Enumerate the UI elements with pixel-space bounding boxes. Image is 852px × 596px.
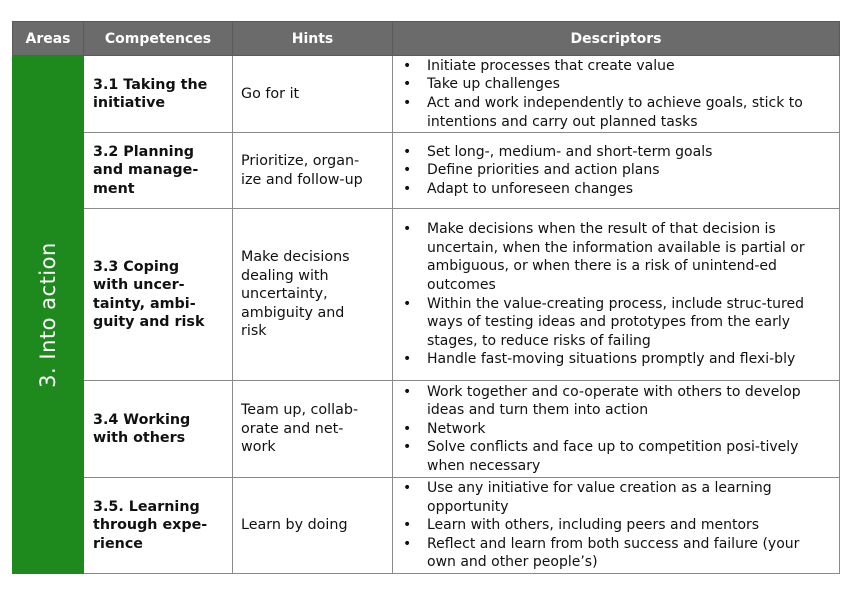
descriptor-list (393, 220, 831, 369)
hint-cell: Learn by doing (233, 478, 393, 574)
header-hints: Hints (233, 22, 393, 56)
descriptor-item: • Set long-, medium- and short-term goals (427, 143, 831, 162)
area-cell (13, 56, 84, 574)
table-row (13, 209, 840, 381)
descriptors-cell (393, 381, 840, 478)
table-row (13, 381, 840, 478)
descriptors-cell (393, 209, 840, 381)
descriptor-item: • Initiate processes that create value (427, 57, 831, 76)
descriptor-item: • Define priorities and action plans (427, 161, 831, 180)
hint-cell: Go for it (233, 56, 393, 133)
descriptors-cell (393, 478, 840, 574)
descriptor-item: • Handle fast-moving situations promptly and flexi-bly (427, 350, 831, 369)
header-descriptors: Descriptors (393, 22, 840, 56)
competence-cell: 3.4 Working with others (84, 381, 233, 478)
hint-cell: Prioritize, organ- ize and follow-up (233, 133, 393, 209)
competence-cell: 3.2 Planning and manage- ment (84, 133, 233, 209)
descriptor-item: • Within the value-creating process, include struc-tured ways of testing ideas and prototypes from the early stages, to reduce risks of failing (427, 295, 831, 351)
competence-cell: 3.5. Learning through expe- rience (84, 478, 233, 574)
descriptor-item: • Make decisions when the result of that decision is uncertain, when the information available is partial or ambiguous, or when there is a risk of unintend-ed outcomes (427, 220, 831, 294)
header-competences: Competences (84, 22, 233, 56)
descriptor-item: • Adapt to unforeseen changes (427, 180, 831, 199)
table-row (13, 133, 840, 209)
header-areas: Areas (13, 22, 84, 56)
table-row (13, 478, 840, 574)
area-label: 3. Into action (36, 241, 60, 388)
competence-cell: 3.1 Taking the initiative (84, 56, 233, 133)
hint-cell: Team up, collab- orate and net- work (233, 381, 393, 478)
descriptor-list (393, 57, 831, 131)
descriptor-item: • Learn with others, including peers and mentors (427, 516, 831, 535)
descriptor-list (393, 479, 831, 572)
header-row (13, 22, 840, 56)
descriptor-item: • Reflect and learn from both success and failure (your own and other people’s) (427, 535, 831, 572)
hint-cell: Make decisions dealing with uncertainty, ambiguity and risk (233, 209, 393, 381)
descriptor-item: • Work together and co-operate with others to develop ideas and turn them into action (427, 383, 831, 420)
descriptor-list (393, 143, 831, 199)
descriptor-item: • Act and work independently to achieve goals, stick to intentions and carry out planned tasks (427, 94, 831, 131)
descriptor-item: • Use any initiative for value creation as a learning opportunity (427, 479, 831, 516)
descriptor-item: • Network (427, 420, 831, 439)
descriptor-item: • Take up challenges (427, 75, 831, 94)
descriptors-cell (393, 133, 840, 209)
descriptor-list (393, 383, 831, 476)
competence-table (12, 21, 840, 574)
descriptor-item: • Solve conflicts and face up to competition posi-tively when necessary (427, 438, 831, 475)
descriptors-cell (393, 56, 840, 133)
table-row (13, 56, 840, 133)
competence-cell: 3.3 Coping with uncer- tainty, ambi- guity and risk (84, 209, 233, 381)
